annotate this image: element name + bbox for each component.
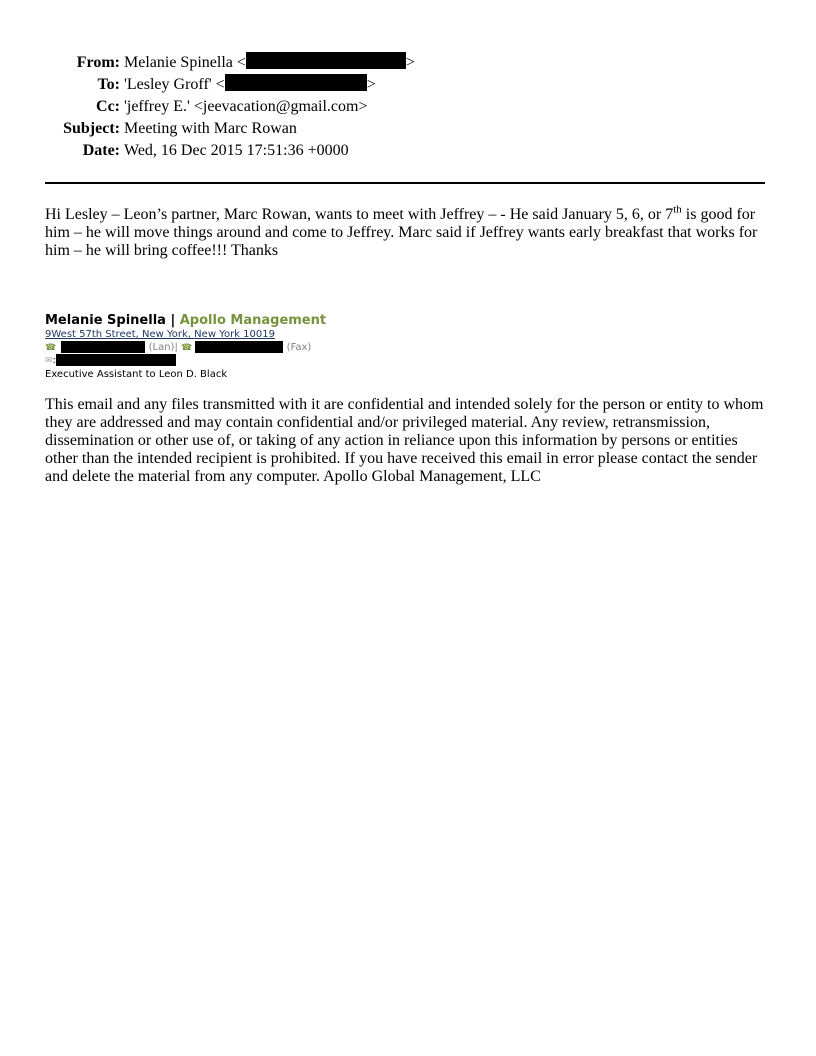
phone-separator: | — [174, 342, 181, 353]
subject-value: Meeting with Marc Rowan — [124, 120, 297, 137]
from-value: Melanie Spinella < — [124, 54, 246, 71]
subject-label: Subject: — [63, 120, 120, 137]
date-value: Wed, 16 Dec 2015 17:51:36 +0000 — [124, 142, 349, 159]
email-signature — [45, 312, 765, 381]
to-close: > — [366, 76, 376, 93]
to-row — [45, 74, 415, 96]
fax-phone-icon: ☎ — [181, 343, 193, 353]
signature-email-line — [45, 354, 765, 367]
email-prefix: : — [52, 355, 56, 366]
subject-row — [45, 118, 415, 140]
redaction-box — [61, 341, 145, 353]
signature-title: Executive Assistant to Leon D. Black — [45, 369, 228, 380]
email-body — [45, 203, 765, 260]
email-header — [45, 52, 415, 162]
signature-phone-line — [45, 341, 765, 354]
phone-icon: ☎ — [45, 343, 57, 353]
confidentiality-disclaimer: This email and any files transmitted with it are confidential and intended solely for the person or entity to whom they are addressed and may contain confidential and/or privileged material. Any review, retransmission, dissemination or other use of, or taking of any action in reliance upon this information by persons or entities other than the intended recipient is prohibited. If you have received this email in error please contact the sender and delete the material from any computer. Apollo Global Management, LLC — [45, 396, 764, 485]
signature-name: Melanie Spinella — [45, 313, 166, 328]
to-value: 'Lesley Groff' < — [124, 76, 225, 93]
signature-separator: | — [165, 313, 180, 328]
date-row — [45, 140, 415, 162]
from-close: > — [405, 54, 415, 71]
body-text-part1: Hi Lesley – Leon’s partner, Marc Rowan, wants to meet with Jeffrey – - He said January 5, 6, or 7 — [45, 206, 674, 223]
signature-address-line — [45, 329, 765, 341]
cc-label: Cc: — [96, 98, 120, 115]
date-label: Date: — [82, 142, 120, 159]
signature-address: 9West 57th Street, New York, New York 10019 — [45, 329, 275, 340]
redaction-box — [56, 354, 176, 366]
redaction-box — [195, 341, 283, 353]
body-text-part2: is good for him – he will move things around and come to Jeffrey. Marc said if Jeffrey wants early breakfast that works for him – he will bring coffee!!! Thanks — [45, 206, 758, 259]
to-label: To: — [97, 76, 120, 93]
cc-value: 'jeffrey E.' <jeevacation@gmail.com> — [124, 98, 368, 115]
signature-name-line — [45, 312, 765, 329]
body-superscript: th — [673, 203, 682, 216]
from-row — [45, 52, 415, 74]
cc-row — [45, 96, 415, 118]
phone-label: (Lan) — [148, 342, 175, 353]
from-label: From: — [76, 54, 120, 71]
signature-title-line — [45, 369, 765, 381]
signature-company: Apollo Management — [179, 313, 327, 328]
fax-label: (Fax) — [286, 342, 312, 353]
redaction-box — [246, 52, 406, 69]
mail-icon: ✉ — [45, 356, 53, 366]
header-divider — [45, 182, 765, 184]
redaction-box — [225, 74, 367, 91]
